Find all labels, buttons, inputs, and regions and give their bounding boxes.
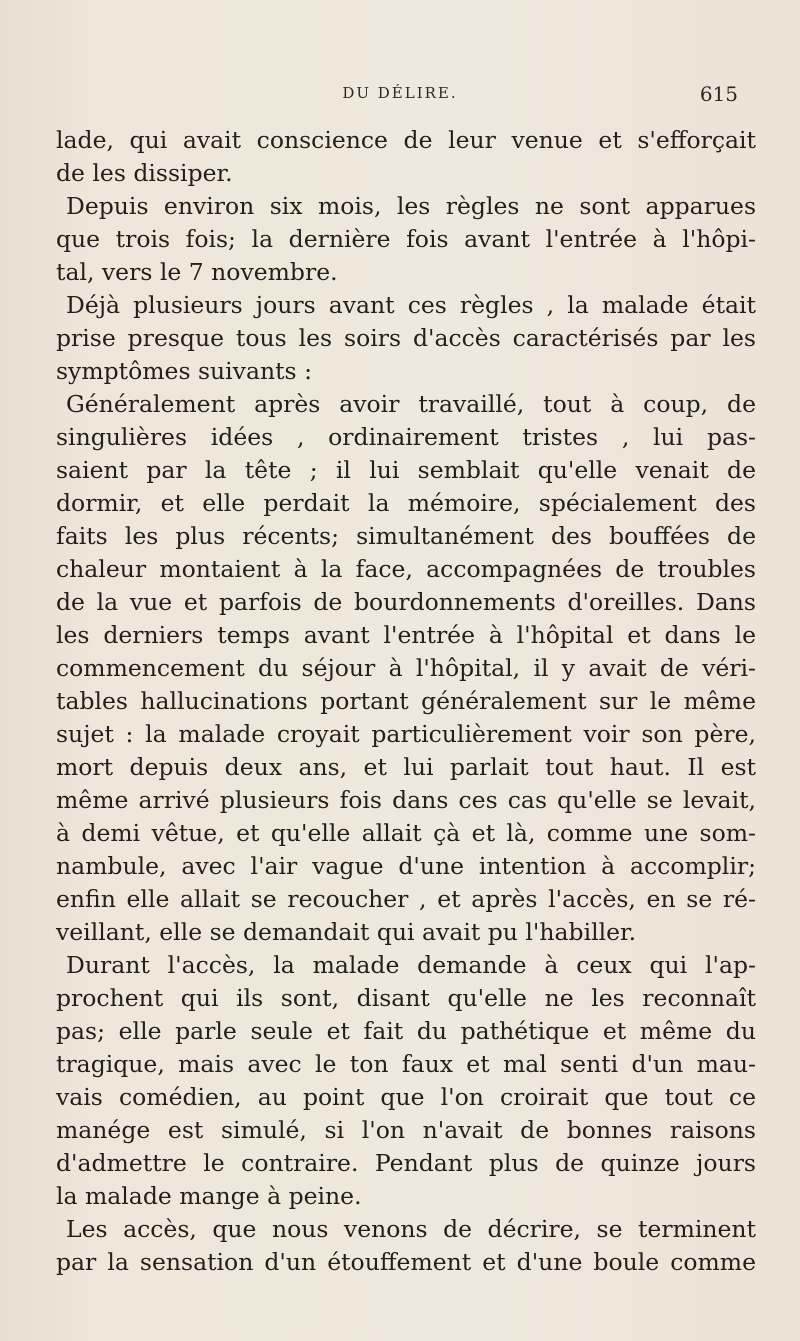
text-line: veillant, elle se demandait qui avait pu l'habiller. (56, 918, 637, 946)
text-line: prochent qui ils sont, disant qu'elle ne les reconnaît (56, 984, 756, 1012)
text-line: la malade mange à peine. (56, 1182, 362, 1210)
text-line: à demi vêtue, et qu'elle allait çà et là, comme une som- (56, 819, 756, 847)
text-line: Durant l'accès, la malade demande à ceux qui l'ap- (66, 951, 756, 979)
text-line: Généralement après avoir travaillé, tout à coup, de (66, 390, 756, 418)
text-line: manége est simulé, si l'on n'avait de bonnes raisons (56, 1116, 756, 1144)
text-line: commencement du séjour à l'hôpital, il y avait de véri- (56, 654, 756, 682)
text-line: Depuis environ six mois, les règles ne sont apparues (66, 192, 756, 220)
text-line: tal, vers le 7 novembre. (56, 258, 338, 286)
text-line: d'admettre le contraire. Pendant plus de quinze jours (56, 1149, 756, 1177)
text-line: même arrivé plusieurs fois dans ces cas qu'elle se levait, (56, 786, 756, 814)
text-line: de la vue et parfois de bourdonnements d'oreilles. Dans (56, 588, 756, 616)
text-line: saient par la tête ; il lui semblait qu'elle venait de (56, 456, 756, 484)
text-line: vais comédien, au point que l'on croirait que tout ce (56, 1083, 756, 1111)
text-line: dormir, et elle perdait la mémoire, spécialement des (56, 489, 756, 517)
text-line: tragique, mais avec le ton faux et mal senti d'un mau- (56, 1050, 756, 1078)
text-line: mort depuis deux ans, et lui parlait tout haut. Il est (56, 753, 756, 781)
running-head: DU DÉLIRE. (342, 84, 458, 102)
page-header (0, 84, 800, 110)
text-line: de les dissiper. (56, 159, 233, 187)
text-line: Les accès, que nous venons de décrire, se terminent (66, 1215, 756, 1243)
text-line: chaleur montaient à la face, accompagnées de troubles (56, 555, 756, 583)
text-line: sujet : la malade croyait particulièrement voir son père, (56, 720, 756, 748)
text-line: les derniers temps avant l'entrée à l'hôpital et dans le (56, 621, 756, 649)
text-line: par la sensation d'un étouffement et d'une boule comme (56, 1248, 756, 1276)
text-line: lade, qui avait conscience de leur venue et s'efforçait (56, 126, 756, 154)
text-line: singulières idées , ordinairement tristes , lui pas- (56, 423, 756, 451)
page-number: 615 (699, 82, 738, 106)
text-line: faits les plus récents; simultanément des bouffées de (56, 522, 756, 550)
text-line: que trois fois; la dernière fois avant l'entrée à l'hôpi- (56, 225, 756, 253)
text-line: Déjà plusieurs jours avant ces règles , la malade était (66, 291, 756, 319)
text-line: enfin elle allait se recoucher , et après l'accès, en se ré- (56, 885, 756, 913)
text-line: nambule, avec l'air vague d'une intention à accomplir; (56, 852, 756, 880)
text-line: pas; elle parle seule et fait du pathétique et même du (56, 1017, 756, 1045)
text-line: symptômes suivants : (56, 357, 312, 385)
text-line: prise presque tous les soirs d'accès caractérisés par les (56, 324, 756, 352)
text-line: tables hallucinations portant généralement sur le même (56, 687, 756, 715)
